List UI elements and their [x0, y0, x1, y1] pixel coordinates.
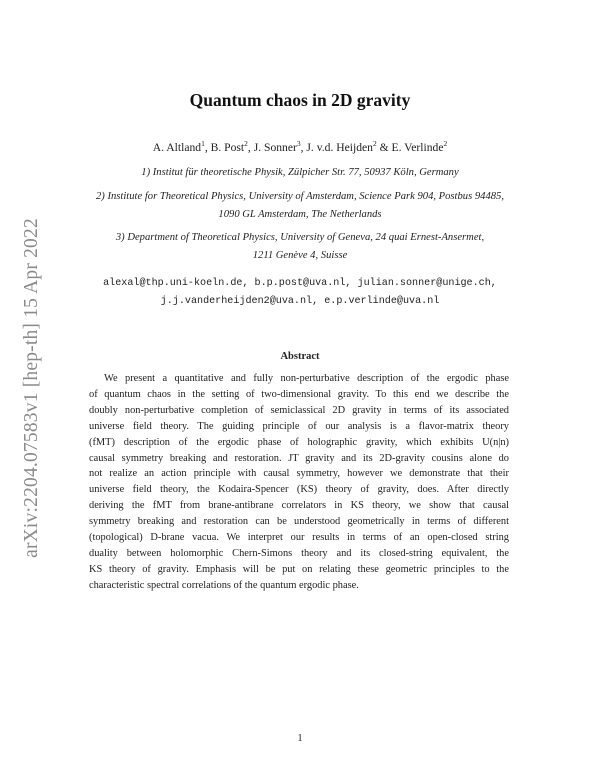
abstract-body: [89, 371, 509, 594]
affiliation-line: 3) Department of Theoretical Physics, University of Geneva, 24 quai Ernest-Ansermet,: [115, 232, 485, 243]
affiliation-line: 1090 GL Amsterdam, The Netherlands: [218, 208, 382, 220]
page-number: 1: [297, 733, 303, 744]
paper-title: Quantum chaos in 2D gravity: [189, 90, 411, 110]
author: B. Post$^2$,: [210, 139, 254, 154]
abstract-line: duality between holomorphic Chern-Simons theory and its closed-string equivalent, the: [89, 547, 509, 559]
arxiv-identifier: arXiv:2204.07583v1 [hep-th] 15 Apr 2022: [21, 218, 42, 558]
affiliation-line: 1) Institut für theoretische Physik, Zülpicher Str. 77, 50937 Köln, Germany: [141, 167, 459, 178]
abstract-line: KS theory of gravity. Emphasis will be put on relating these geometric principles to the: [89, 563, 509, 575]
abstract-line: universe field theory. The guiding principle of our analysis is a flavor-matrix theory: [89, 420, 509, 432]
author-list: [0, 139, 600, 154]
abstract-line: We present a quantitative and fully non-perturbative description of the ergodic phase: [104, 373, 509, 384]
abstract-line: doubly non-perturbative completion of semiclassical 2D gravity in terms of its associated: [89, 404, 509, 416]
abstract-line: symmetry breaking and restoration can be understood geometrically in terms of different: [89, 516, 509, 528]
abstract-line: causal symmetry breaking and restoration. JT gravity and its 2D-gravity cousins alone do: [89, 452, 509, 464]
author: J. v.d. Heijden$^2$ &: [306, 139, 392, 154]
author: E. Verlinde$^2$: [391, 139, 448, 154]
author: A. Altland$^1$,: [152, 139, 211, 154]
abstract-line: of quantum chaos in the setting of two-dimensional gravity. To this end we describe the: [89, 388, 509, 400]
abstract-heading: Abstract: [280, 351, 320, 362]
affiliation-3: [60, 229, 540, 264]
abstract-line: characteristic spectral correlations of the quantum ergodic phase.: [89, 579, 359, 591]
abstract-line: (fMT) description of the ergodic phase of holographic gravity, which exhibits U(n|n): [89, 436, 509, 448]
email-line: j.j.vanderheijden2@uva.nl, e.p.verlinde@uva.nl: [160, 296, 440, 307]
affiliation-line: 1211 Genève 4, Suisse: [252, 249, 348, 261]
email-line: alexal@thp.uni-koeln.de, b.p.post@uva.nl, julian.sonner@unige.ch,: [103, 278, 497, 289]
author: J. Sonner$^3$,: [253, 139, 307, 154]
abstract-line: deriving the fMT from brane-antibrane correlators in KS theory, we show that causal: [89, 500, 509, 512]
affiliation-line: 2) Institute for Theoretical Physics, University of Amsterdam, Science Park 904, Postbus 94485,: [96, 191, 504, 202]
email-list: [0, 275, 600, 311]
affiliation-2: [60, 188, 540, 223]
abstract-line: not realize an action principle with causal symmetry, however we demonstrate that their: [89, 468, 509, 480]
affiliation-1: [60, 164, 540, 182]
abstract-line: universe field theory, the Kodaira-Spencer (KS) theory of gravity, does. After directly: [89, 484, 509, 496]
abstract-line: (topological) D-brane vacua. We interpret our results in terms of an open-closed string: [89, 532, 509, 544]
